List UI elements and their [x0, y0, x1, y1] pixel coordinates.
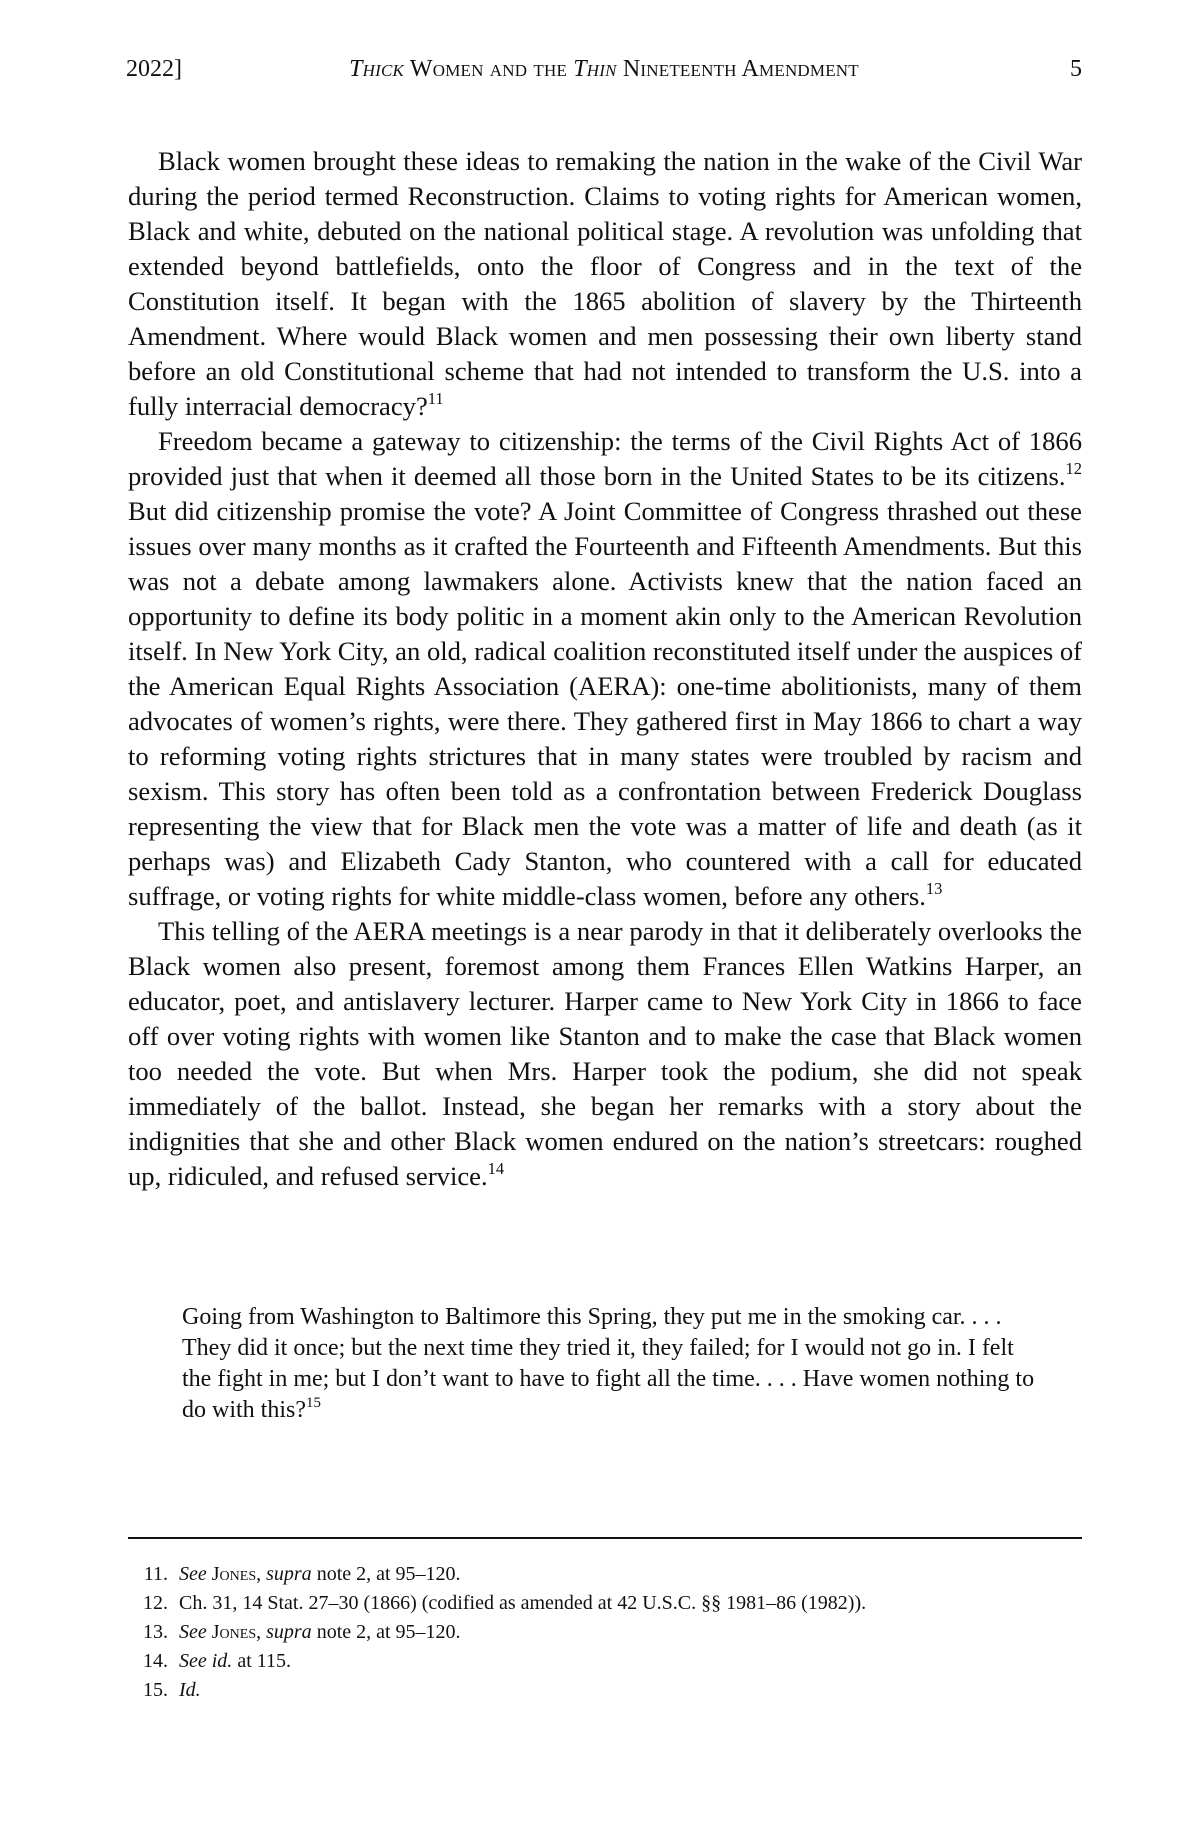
paragraph-text: This telling of the AERA meetings is a near parody in that it deliberately overlooks the Black women also present, foremost among them Frances Ellen Watkins Harper, an educator, poet, and antislavery lecturer. Harper came to New York City in 1866 to face off over voting rights with women like Stanton and to make the case that Black women too needed the vote. But when Mrs. Harper took the podium, she did not speak immediately of the ballot. Instead, she began her remarks with a story about the indignities that she and other Black women endured on the nation’s streetcars: roughed up, ridiculed, and refused service.: [128, 916, 1082, 1191]
footnote: [128, 1618, 1082, 1647]
footnote-number: 14.: [143, 1650, 168, 1672]
footnote-reference[interactable]: 15: [306, 1394, 321, 1411]
paragraph-text: But did citizenship promise the vote? A Joint Committee of Congress thrashed out these issues over many months as it crafted the Fourteenth and Fifteenth Amendments. But this was not a debate among lawmakers alone. Activists knew that the nation faced an opportunity to define its body politic in a moment akin only to the American Revolution itself. In New York City, an old, radical coalition reconstituted itself under the auspices of the American Equal Rights Association (AERA): one-time abolitionists, many of them advocates of women’s rights, were there. They gathered first in May 1866 to chart a way to reforming voting rights strictures that in many states were troubled by racism and sexism. This story has often been told as a confrontation between Frederick Douglass representing the view that for Black men the vote was a matter of life and death (as it perhaps was) and Elizabeth Cady Stanton, who countered with a call for educated suffrage, or voting rights for white middle-class women, before any others.: [128, 496, 1082, 911]
footnote-divider: [128, 1537, 1082, 1539]
footnote-number: 13.: [143, 1621, 168, 1643]
footnote-reference[interactable]: 14: [487, 1158, 505, 1178]
header-title-segment: Nineteenth Amendment: [616, 56, 859, 82]
citation-signal: See: [179, 1621, 207, 1643]
page-number: 5: [1070, 56, 1082, 82]
header-article-title: [126, 56, 1082, 83]
main-text: [128, 144, 1082, 1194]
paragraph: [128, 144, 1082, 424]
citation-separator: ,: [256, 1621, 267, 1643]
footnote: [128, 1676, 1082, 1705]
paragraph: [128, 424, 1082, 914]
citation-author: Jones: [211, 1621, 257, 1643]
footnote-number: 12.: [143, 1592, 168, 1614]
citation-signal: See: [179, 1563, 207, 1585]
block-quote-text: Going from Washington to Baltimore this Spring, they put me in the smoking car. . . . They did it once; but the next time they tried it, they failed; for I would not go in. I felt the fight in me; but I don’t want to have to fight all the time. . . . Have women nothing to do with this?: [182, 1304, 1035, 1423]
block-quote: [182, 1302, 1038, 1426]
footnote: [128, 1589, 1082, 1618]
header-title-word-thick: Thick: [349, 56, 405, 82]
citation-signal: See id.: [179, 1650, 233, 1672]
footnote: [128, 1560, 1082, 1589]
citation-text: Ch. 31, 14 Stat. 27–30 (1866) (codified as amended at 42 U.S.C. §§ 1981–86 (1982)).: [179, 1592, 867, 1614]
paragraph-text: Freedom became a gateway to citizenship: the terms of the Civil Rights Act of 1866 provided just that when it deemed all those born in the United States to be its citizens.: [128, 426, 1082, 491]
running-header: [126, 56, 1082, 96]
citation-separator: ,: [256, 1563, 267, 1585]
header-title-segment: Women and the: [404, 56, 574, 82]
footnote-reference[interactable]: 11: [427, 388, 444, 408]
footnote-number: 15.: [143, 1679, 168, 1701]
citation-supra: supra: [266, 1563, 312, 1585]
citation-signal: Id.: [179, 1679, 201, 1701]
block-quote-paragraph: [182, 1302, 1038, 1426]
paragraph-text: Black women brought these ideas to remaking the nation in the wake of the Civil War during the period termed Reconstruction. Claims to voting rights for American women, Black and white, debuted on the national political stage. A revolution was unfolding that extended beyond battlefields, onto the floor of Congress and in the text of the Constitution itself. It began with the 1865 abolition of slavery by the Thirteenth Amendment. Where would Black women and men possessing their own liberty stand before an old Constitutional scheme that had not intended to transform the U.S. into a fully interracial democracy?: [128, 146, 1082, 421]
footnote: [128, 1647, 1082, 1676]
header-year: 2022]: [126, 56, 182, 82]
citation-pinpoint: at 115.: [232, 1650, 292, 1672]
header-title-word-thin: Thin: [573, 56, 617, 82]
footnote-reference[interactable]: 13: [925, 878, 943, 898]
citation-supra: supra: [266, 1621, 312, 1643]
paragraph: [128, 914, 1082, 1194]
citation-pinpoint: note 2, at 95–120.: [311, 1563, 461, 1585]
citation-pinpoint: note 2, at 95–120.: [311, 1621, 461, 1643]
footnote-reference[interactable]: 12: [1065, 458, 1082, 478]
footnotes: [128, 1560, 1082, 1705]
citation-author: Jones: [211, 1563, 257, 1585]
footnote-number: 11.: [143, 1563, 168, 1585]
